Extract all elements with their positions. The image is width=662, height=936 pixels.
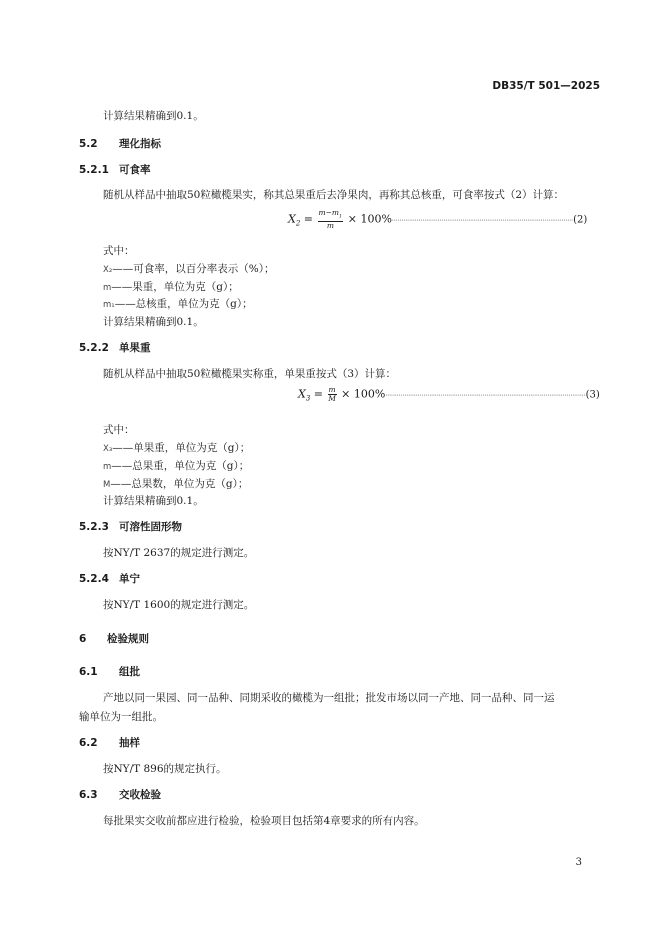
variable-definition: [103, 296, 253, 311]
section-heading-5-2-1: [79, 162, 151, 177]
formula-lhs: X: [298, 387, 306, 401]
fraction-denominator: m: [326, 220, 334, 230]
section-title: 单宁: [119, 573, 140, 585]
section-title: 组批: [119, 666, 140, 678]
formula-2: [288, 209, 587, 230]
section-heading-6-3: [79, 787, 161, 802]
paragraph: 随机从样品中抽取50粒橄榄果实称重，单果重按式（3）计算：: [103, 368, 397, 380]
variable-symbol: m₁: [103, 300, 115, 310]
section-number: 5.2.1: [79, 164, 109, 176]
variable-symbol: X₂: [103, 265, 113, 275]
variable-definition: [103, 458, 249, 473]
paragraph: 按NY/T 1600的规定进行测定。: [103, 599, 255, 611]
paragraph: 计算结果精确到0.1。: [103, 110, 204, 122]
paragraph-continued: 输单位为一组批。: [79, 711, 163, 723]
section-title: 可溶性固形物: [119, 521, 182, 533]
section-number: 5.2: [79, 138, 98, 150]
section-title: 检验规则: [107, 633, 149, 645]
section-title: 抽样: [119, 737, 140, 749]
section-heading-6-2: [79, 735, 140, 750]
section-number: 5.2.3: [79, 521, 109, 533]
formula-equals: =: [300, 212, 317, 226]
equation-number: (3): [585, 389, 600, 401]
paragraph: 每批果实交收前都应进行检验，检验项目包括第4章要求的所有内容。: [103, 815, 425, 827]
section-heading-6-1: [79, 664, 140, 679]
section-number: 6.2: [79, 737, 98, 749]
equation-number: (2): [573, 214, 588, 226]
variable-symbol: M: [103, 480, 111, 490]
section-number: 5.2.2: [79, 342, 109, 354]
formula-rest: × 100%: [337, 387, 386, 401]
section-title: 单果重: [119, 342, 151, 354]
variable-symbol: m: [103, 283, 112, 293]
formula-equals: =: [310, 387, 327, 401]
section-title: 交收检验: [119, 789, 161, 801]
variable-definition: [103, 440, 250, 455]
where-label: 式中：: [103, 424, 135, 436]
section-number: 6: [79, 633, 87, 645]
paragraph: 计算结果精确到0.1。: [103, 495, 204, 507]
section-heading-5-2-3: [79, 519, 182, 534]
formula-leader-dots: ·······························································································: [391, 217, 574, 225]
section-number: 6.3: [79, 789, 98, 801]
variable-description: ——总核重，单位为克（g）；: [114, 298, 253, 310]
section-number: 5.2.4: [79, 573, 109, 585]
section-heading-5-2-4: [79, 571, 140, 586]
document-id: DB35/T 501—2025: [492, 80, 600, 92]
paragraph: 计算结果精确到0.1。: [103, 316, 204, 328]
formula-3: [298, 386, 600, 403]
formula-lhs-subscript: 3: [305, 394, 311, 403]
paragraph: 按NY/T 2637的规定进行测定。: [103, 547, 255, 559]
section-title: 理化指标: [119, 138, 161, 150]
formula-fraction: [318, 209, 344, 230]
fraction-numerator-subscript: 1: [339, 213, 343, 220]
formula-leader-dots: ·········································································································: [385, 392, 586, 400]
formula-lhs-subscript: 2: [295, 219, 301, 228]
formula-fraction: [328, 386, 337, 403]
section-heading-6: [79, 631, 149, 646]
variable-description: ——总果重，单位为克（g）；: [111, 460, 250, 472]
fraction-numerator: m−m: [318, 208, 340, 217]
section-heading-5-2-2: [79, 340, 151, 355]
variable-symbol: m: [103, 462, 112, 472]
paragraph: 按NY/T 896的规定执行。: [103, 763, 227, 775]
variable-definition: [103, 279, 239, 294]
section-number: 6.1: [79, 666, 98, 678]
page-number: 3: [575, 857, 582, 868]
where-label: 式中：: [103, 245, 135, 257]
paragraph: 产地以同一果园、同一品种、同期采收的橄榄为一组批；批发市场以同一产地、同一品种、同一运: [103, 692, 555, 704]
variable-definition: [103, 261, 274, 276]
formula-lhs: X: [288, 212, 296, 226]
variable-description: ——单果重，单位为克（g）；: [112, 442, 251, 454]
variable-definition: [103, 476, 248, 491]
fraction-numerator: m: [328, 385, 336, 394]
fraction-denominator: M: [328, 394, 336, 403]
variable-description: ——果重，单位为克（g）；: [111, 281, 239, 293]
variable-description: ——总果数，单位为克（g）；: [110, 478, 249, 490]
variable-symbol: X₃: [103, 444, 113, 454]
variable-description: ——可食率，以百分率表示（%）；: [112, 263, 275, 275]
section-heading-5-2: [79, 136, 161, 151]
section-title: 可食率: [119, 164, 151, 176]
formula-rest: × 100%: [344, 212, 392, 226]
paragraph: 随机从样品中抽取50粒橄榄果实，称其总果重后去净果肉，再称其总核重，可食率按式（2）计算：: [103, 189, 565, 201]
